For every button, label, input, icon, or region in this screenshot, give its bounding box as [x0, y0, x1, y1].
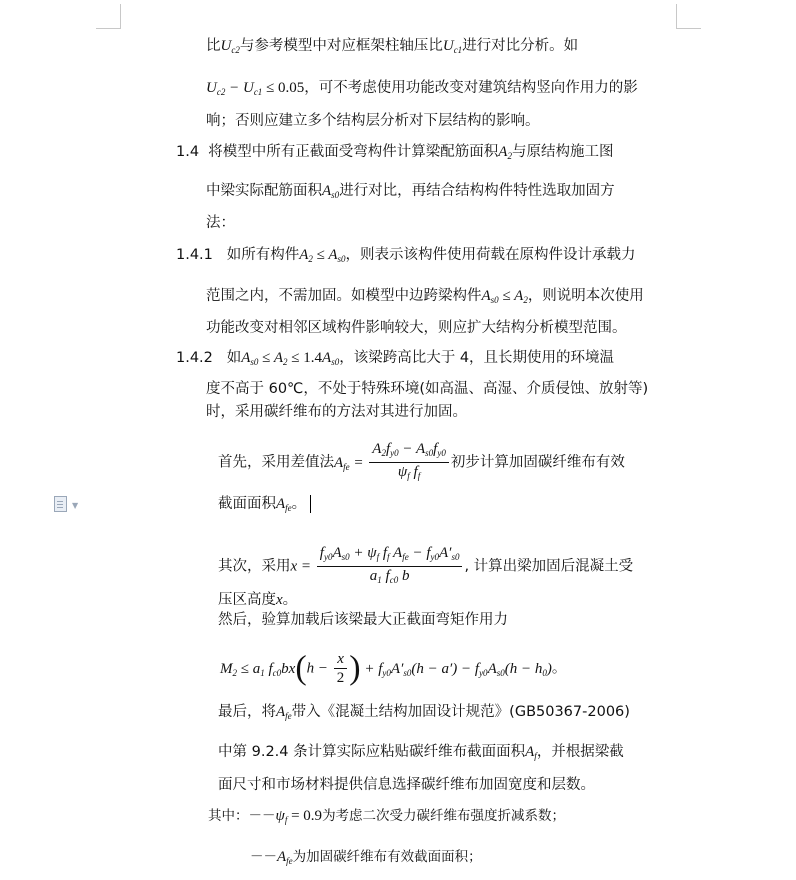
text-line: 比$U_{c2}$与参考模型中对应框架柱轴压比$U_{c1}$进行对比分析。如	[206, 38, 579, 55]
text-line: 度不高于 60℃，不处于特殊环境(如高温、高湿、介质侵蚀、放射等)	[206, 381, 649, 397]
text-line: $U_{c2} - U_{c1} \le 0.05$，可不考虑使用功能改变对建筑结构竖向作用力的影	[206, 80, 638, 97]
text-line: 响；否则应建立多个结构层分析对下层结构的影响。	[206, 113, 540, 129]
formula-line-first: 首先，采用差值法$A_{fe}$ = $\frac{A_2f_{y0} - A_{s0}f_{y0}}{\psi_f f_f}$ 初步计算加固碳纤维布有效	[218, 441, 625, 484]
where-line-2: $--A_{fe}$为加固碳纤维布有效截面面积；	[250, 849, 482, 866]
text-line: 然后，验算加载后该梁最大正截面弯矩作用力	[218, 612, 508, 628]
where-line-1: 其中：$--\psi_f = 0.9$为考虑二次受力碳纤维布强度折减系数；	[208, 808, 566, 825]
section-1-4: 1.4 将模型中所有正截面受弯构件计算梁配筋面积$A_2$与原结构施工图	[176, 144, 614, 161]
text-line: 法：	[206, 215, 235, 231]
text-line: 截面面积$A_{fe}$。	[218, 494, 311, 518]
text-line: 中梁实际配筋面积$A_{s0}$进行对比，再结合结构构件特性选取加固方	[206, 183, 615, 200]
text-line: 最后，将$A_{fe}$带入《混凝土结构加固设计规范》(GB50367-2006)	[218, 704, 630, 721]
text-line: 中第 9.2.4 条计算实际应粘贴碳纤维布截面面积$A_f$，并根据梁截	[218, 744, 624, 761]
section-1-4-1: 1.4.1 如所有构件$A_2 \le A_{s0}$，则表示该构件使用荷载在原构件设计承载力	[176, 247, 636, 264]
fraction: $\frac{x}{2}$	[334, 651, 348, 686]
fraction: $\frac{f_{y0}A_{s0} + \psi_f f_f A_{fe} - f_{y0}A'_{s0}}{a_1 f_{c0} b}$	[317, 545, 463, 588]
text-cursor	[310, 495, 311, 513]
formula-line-second: 其次，采用x = $\frac{f_{y0}A_{s0} + \psi_f f_f A_{fe} - f_{y0}A'_{s0}}{a_1 f_{c0} b}$ , 计算出梁加固后混凝土受	[218, 545, 633, 588]
document-options-icon[interactable]: ▼	[54, 496, 68, 512]
fraction: $\frac{A_2f_{y0} - A_{s0}f_{y0}}{\psi_f f_f}$	[369, 441, 449, 484]
moment-formula: $M_2 \le a_1$ $f_{c0}bx(h$ − $\frac{x}{2}$ ) + $f_{y0}A'_{s0}(h - a') - f_{y0}A_{s0}(h - h_0)$。	[220, 649, 567, 687]
text-line: 时，采用碳纤维布的方法对其进行加固。	[206, 404, 467, 420]
page-corner-mark-top-right	[676, 4, 701, 29]
text-line: 面尺寸和市场材料提供信息选择碳纤维布加固宽度和层数。	[218, 777, 595, 793]
section-1-4-2: 1.4.2 如$A_{s0} \le A_2 \le 1.4A_{s0}$，该梁跨高比大于 4，且长期使用的环境温	[176, 350, 615, 367]
text-line: 范围之内，不需加固。如模型中边跨梁构件$A_{s0} \le A_2$，则说明本次使用	[206, 288, 644, 305]
text-line: 功能改变对相邻区域构件影响较大，则应扩大结构分析模型范围。	[206, 320, 627, 336]
text-line: 压区高度x。	[218, 592, 298, 608]
page-corner-mark-top-left	[96, 4, 121, 29]
